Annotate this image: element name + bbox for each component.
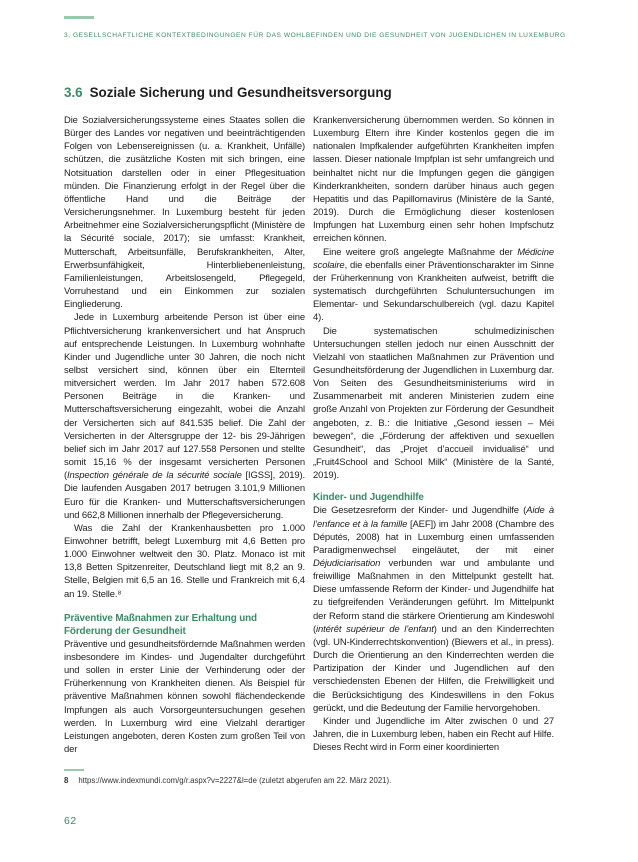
paragraph: Eine weitere groß angelegte Maßnahme der Médicine scolaire, die ebenfalls einer Präventionscharakter im Sinne der Früherkennung von Krankheiten aufweist, betrifft die systematisch durchgeführten Schuluntersuchungen im Elementar- und Sekundarschulbereich (vgl. dazu Kapitel 4). bbox=[313, 246, 554, 324]
header-accent-bar bbox=[64, 16, 94, 19]
left-column bbox=[64, 114, 305, 756]
paragraph: Krankenversicherung übernommen werden. So können in Luxemburg Eltern ihre Kinder kostenlos gegen die im nationalen Impfkalender aufgeführten Krankheiten impfen lassen. Dieser nationale Impfplan ist sehr umfangreich und beinhaltet nicht nur die Impfungen gegen die gängigen Kinderkrankheiten, sondern darüber hinaus auch gegen Hepatitis und das Papillomavirus (Ministère de la Santé, 2019). Durch die Ermöglichung dieser kostenlosen Impfungen hat Luxemburg einen sehr hohen Impfschutz erreichen können. bbox=[313, 115, 554, 245]
footnote-separator bbox=[64, 769, 84, 771]
paragraph: Die Sozialversicherungssysteme eines Staates sollen die Bürger des Landes vor negativen und beeinträchtigenden Folgen von Lebensereignissen (u. a. Krankheit, Unfälle) schützen, die zusätzliche Kosten mit sich bringen, eine Notsituation darstellen oder in einer Pflegesituation münden. Die Finanzierung erfolgt in der Regel über die öffentliche Hand und die Beiträge der Versicherungsnehmer. In Luxemburg besteht für jeden Arbeitnehmer eine Sozialversicherungspflicht (Ministère de la Sécurité sociale, 2017); sie umfasst: Krankheit, Mutterschaft, Arbeitsunfälle, Berufskrankheiten, Alter, Erwerbsunfähigkeit, Hinterbliebenenleistung, Familienleistungen, Arbeitslosengeld, Pflegegeld, Vorruhestand und ein Einkommen zur sozialen Eingliederung. bbox=[64, 115, 305, 311]
subheading-youth-welfare: Kinder- und Jugendhilfe bbox=[313, 492, 424, 504]
paragraph: Jede in Luxemburg arbeitende Person ist über eine Pflichtversicherung krankenversichert und hat Anspruch auf entsprechende Leistungen. In Luxemburg wohnhafte Kinder und Jugendliche unter 30 Jahren, die noch nicht selbst versichert sind, können über ein Elternteil mitversichert werden. Im Jahr 2017 haben 572.608 Personen Beiträge in die Kranken- und Mutterschaftsversicherung eingezahlt, wobei die Anzahl der Versicherten sich auf 841.535 belief. Die Zahl der Versicherten in der Altersgruppe der 12- bis 29-Jährigen belief sich im Jahr 2017 auf 127.558 Personen und stellte somit 15,16 % der insgesamt versicherten Personen (Inspection générale de la sécurité sociale [IGSS], 2019). Die laufenden Ausgaben 2017 betrugen 3.101,9 Millionen Euro für die Kranken- und Mutterschaftsversicherungen und 662,8 Millionen innerhalb der Pflegeversicherung. bbox=[64, 312, 305, 521]
section-number: 3.6 bbox=[64, 85, 83, 100]
footnote bbox=[64, 776, 584, 785]
subheading-prevention: Präventive Maßnahmen zur Erhaltung und Förderung der Gesundheit bbox=[64, 612, 257, 637]
paragraph: Die Gesetzesreform der Kinder- und Jugendhilfe (Aide à l’enfance et à la famille [AEF]) im Jahr 2008 (Chambre des Députés, 2008) hat in Luxemburg einen umfassenden Paradigmenwechsel eingeläutet, der mit einer Déjudiciarisation verbunden war und ambulante und freiwillige Maßnahmen in den Mittelpunkt gestellt hat. Diese umfassende Reform der Kinder- und Jugendhilfe hat zu tiefgreifenden Veränderungen geführt. Im Mittelpunkt der Reform stand die stärkere Orientierung am Kindeswohl (intérêt supérieur de l’enfant) und an den Kinderrechten (vgl. UN-Kinderrechtskonvention) (Biewers et al., in press). Durch die Orientierung an den Kinderrechten werden die Partizipation der Kinder und Jugendlichen auf den verschiedensten Ebenen der Hilfen, die Freiwilligkeit und die Berücksichtigung des Kindeswillens in den Fokus gerückt, und die Bedeutung der Familie hervorgehoben. bbox=[313, 505, 554, 714]
paragraph: Die systematischen schulmedizinischen Untersuchungen stellen jedoch nur einen Ausschnitt der Vielzahl von staatlichen Maßnahmen zur Prävention und Gesundheitsförderung der Jugendlichen in Luxemburg dar. Von Seiten des Gesundheitsministeriums wird in Zusammenarbeit mit anderen Ministerien zudem eine große Anzahl von Projekten zur Förderung der Gesundheit angeboten, z. B.: die Initiative „Gesond iessen – Méi bewegen“, die „Förderung der affektiven und sexuellen Gesundheit“, das „Projet d’accueil invidualisé“ und „Fruit4School and School Milk“ (Ministère de la Santé, 2019). bbox=[313, 325, 554, 482]
right-column bbox=[313, 114, 554, 754]
paragraph: Präventive und gesundheitsfördernde Maßnahmen werden insbesondere im Kindes- und Jugendalter durchgeführt und sollen in erster Linie der Verhinderung oder der Früherkennung von Krankheiten dienen. Als Beispiel für präventive Maßnahmen können sowohl flächendeckende Impfungen als auch Vorsorgeuntersuchungen gesehen werden. In Luxemburg wird eine Vielzahl derartiger Leistungen angeboten, deren Kosten zum großen Teil von der bbox=[64, 638, 305, 756]
footnote-number: 8 bbox=[64, 776, 69, 785]
footnote-link[interactable]: https://www.indexmundi.com/g/r.aspx?v=2227&l=de (zuletzt abgerufen am 22. März 2021). bbox=[78, 776, 392, 785]
running-head: 3. GESELLSCHAFTLICHE KONTEXTBEDINGUNGEN FÜR DAS WOHLBEFINDEN UND DIE GESUNDHEIT VON JUGENDLICHEN IN LUXEMBURG bbox=[64, 32, 566, 39]
section-title bbox=[64, 85, 584, 100]
paragraph: Was die Zahl der Krankenhausbetten pro 1.000 Einwohner betrifft, belegt Luxemburg mit 4,6 Betten pro 1.000 Einwohner weltweit den 30. Platz. Monaco ist mit 13,8 Betten Spitzenreiter, Deutschland liegt mit 8,2 an 9. Stelle, Belgien mit 6,5 an 16. Stelle und Frankreich mit 6,4 an 19. Stelle.⁸ bbox=[64, 522, 305, 600]
paragraph: Kinder und Jugendliche im Alter zwischen 0 und 27 Jahren, die in Luxemburg leben, haben ein Recht auf Hilfe. Dieses Recht wird in Form einer koordinierten bbox=[313, 715, 554, 754]
page-number: 62 bbox=[64, 815, 77, 827]
section-title-text: Soziale Sicherung und Gesundheitsversorgung bbox=[89, 85, 392, 100]
